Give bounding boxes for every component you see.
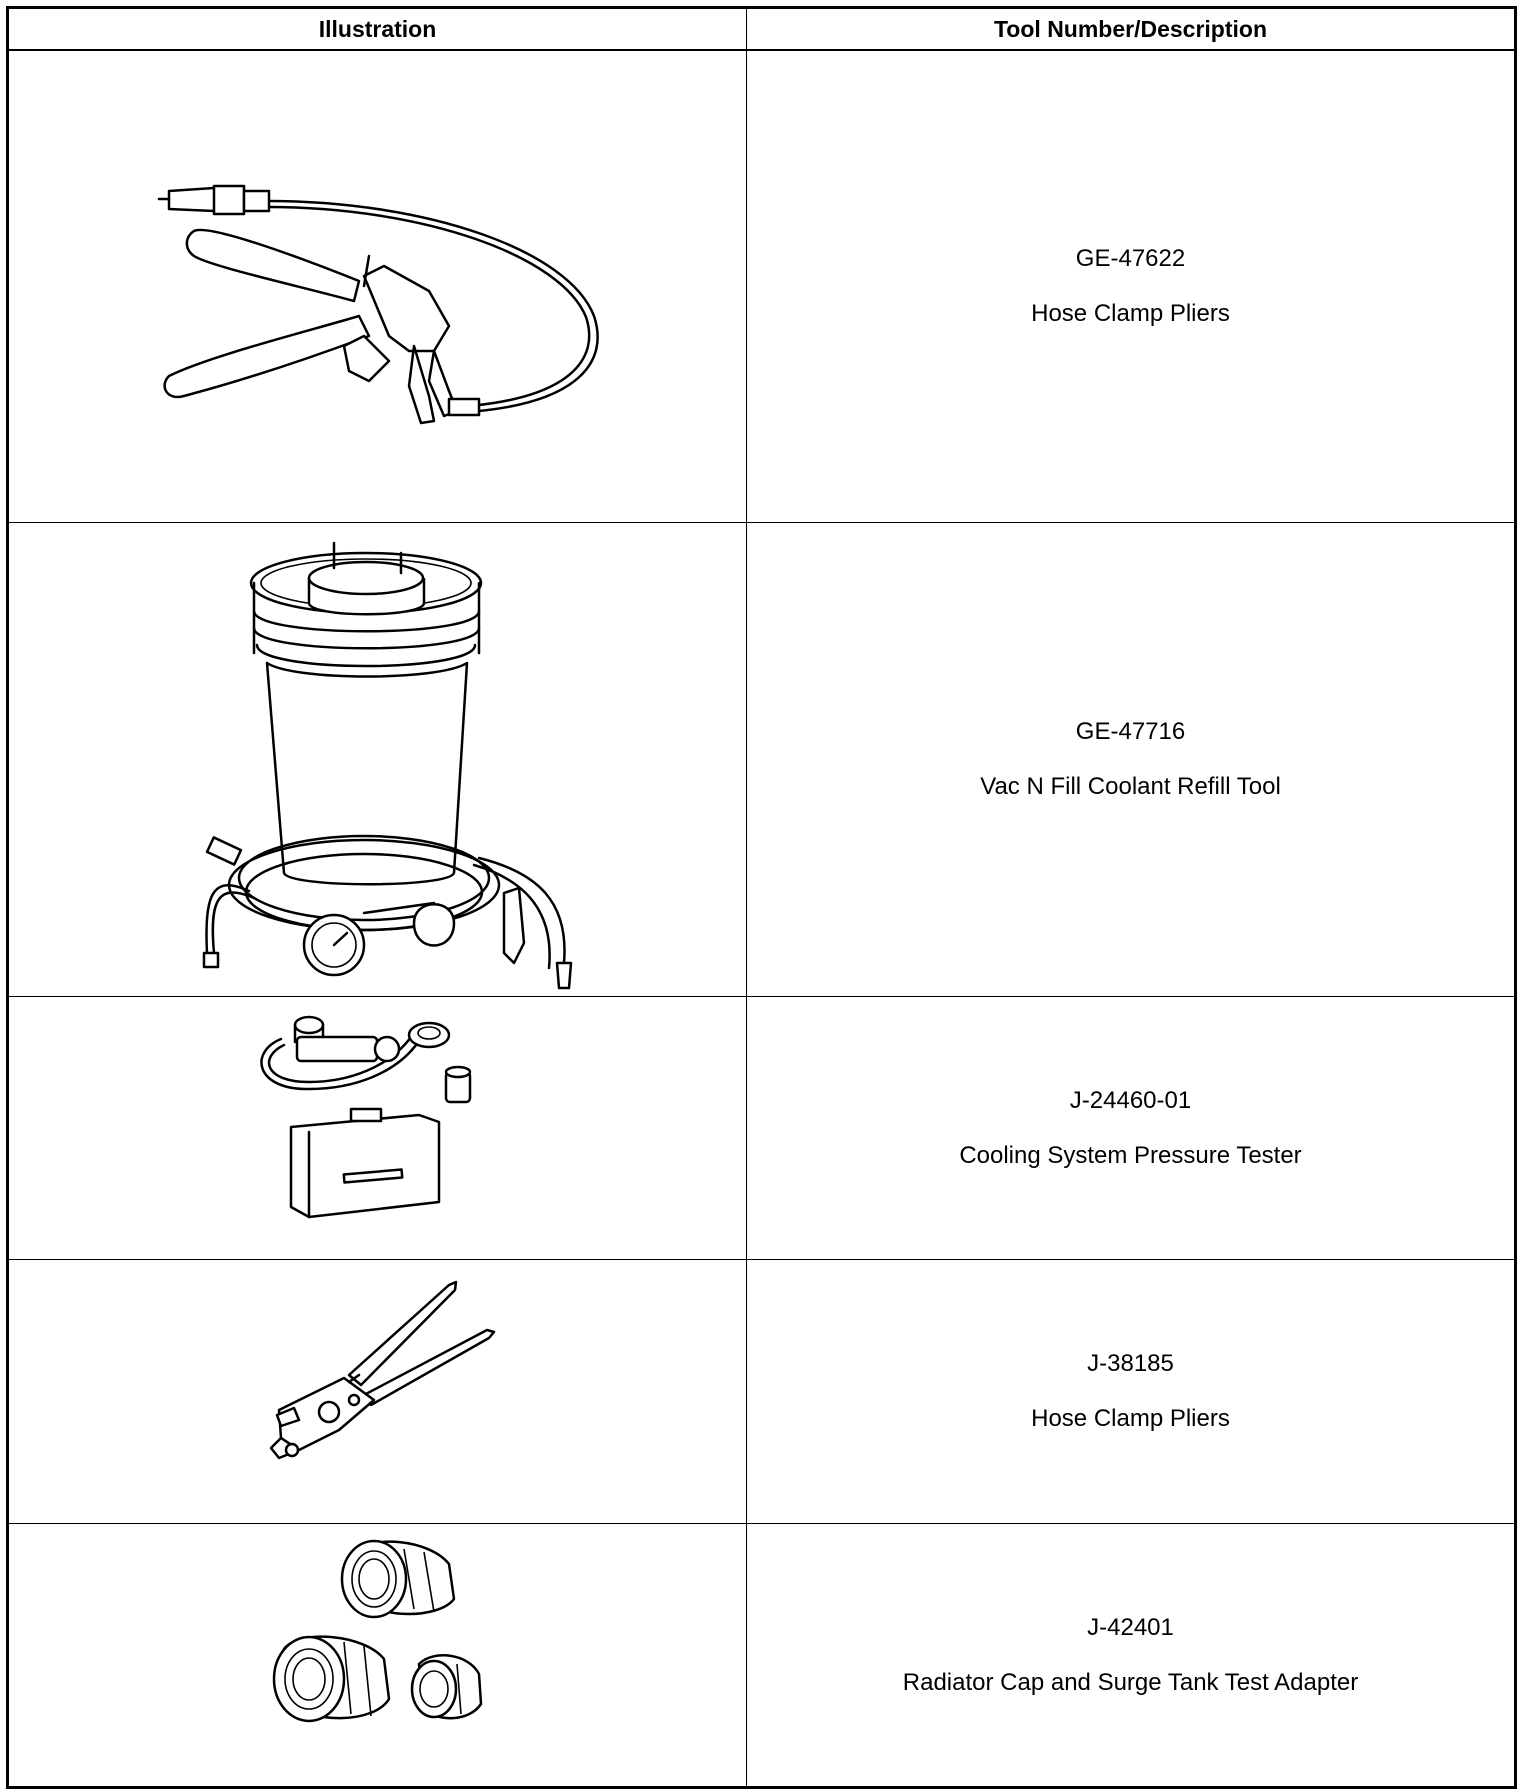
illustration-cell xyxy=(8,50,747,523)
tool-description: Cooling System Pressure Tester xyxy=(959,1141,1302,1169)
tool-number: GE-47622 xyxy=(1075,245,1186,272)
tool-description: Hose Clamp Pliers xyxy=(1031,300,1230,327)
description-cell xyxy=(747,997,1516,1260)
tool-number: J-24460-01 xyxy=(1069,1086,1192,1114)
test-adapter-set-icon xyxy=(9,1524,748,1786)
hose-clamp-pliers-remote-icon xyxy=(9,51,748,522)
table-row xyxy=(8,1524,1516,1788)
hose-clamp-pliers-icon xyxy=(9,1260,748,1523)
tool-description: Radiator Cap and Surge Tank Test Adapter xyxy=(902,1668,1359,1696)
tool-number: J-42401 xyxy=(1087,1613,1174,1641)
illustration-cell xyxy=(8,523,747,997)
description-cell xyxy=(747,1524,1516,1788)
header-row xyxy=(8,8,1516,51)
illustration-cell xyxy=(8,1524,747,1788)
description-cell xyxy=(747,523,1516,997)
illustration-cell xyxy=(8,1260,747,1524)
tool-number: J-38185 xyxy=(1087,1350,1174,1377)
coolant-refill-tool-icon xyxy=(9,523,748,996)
table-row xyxy=(8,997,1516,1260)
description-cell xyxy=(747,50,1516,523)
table-row xyxy=(8,50,1516,523)
header-tool-number-description: Tool Number/Description xyxy=(747,8,1516,51)
special-tools-table xyxy=(6,6,1517,1789)
table-row xyxy=(8,1260,1516,1524)
pressure-tester-kit-icon xyxy=(9,997,748,1259)
description-cell xyxy=(747,1260,1516,1524)
header-illustration: Illustration xyxy=(8,8,747,51)
table-row xyxy=(8,523,1516,997)
illustration-cell xyxy=(8,997,747,1260)
tool-description: Vac N Fill Coolant Refill Tool xyxy=(980,773,1281,800)
tool-description: Hose Clamp Pliers xyxy=(1031,1405,1230,1432)
tool-number: GE-47716 xyxy=(1075,718,1186,745)
